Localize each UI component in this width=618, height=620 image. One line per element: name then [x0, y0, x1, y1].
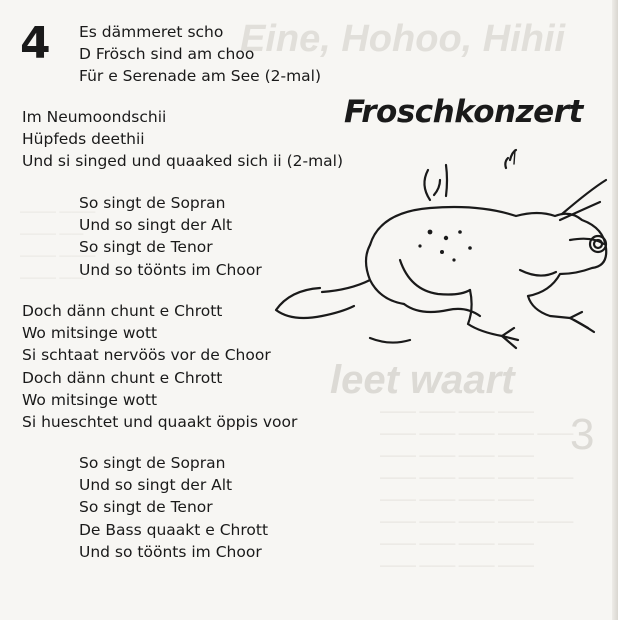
lyric-line: Wo mitsinge wott: [22, 390, 158, 409]
verse-3: [22, 300, 297, 433]
bleed-through-number: 3: [570, 410, 595, 459]
lyric-line: Hüpfeds deethii: [22, 130, 145, 149]
lyric-line: Im Neumoondschii: [22, 108, 167, 126]
lyric-line: Es dämmeret scho: [79, 23, 224, 41]
lyric-line: Und so töönts im Choor: [79, 260, 262, 279]
bleed-through-text: Eine, Hohoo, Hihii: [240, 18, 566, 60]
lyric-line: Doch dänn chunt e Chrott: [22, 302, 223, 320]
lyric-line: So singt de Tenor: [79, 498, 213, 517]
lyric-line: So singt de Sopran: [79, 454, 226, 472]
lyric-line: De Bass quaakt e Chrott: [79, 520, 269, 539]
lyric-line: Und so töönts im Choor: [79, 542, 262, 561]
lyric-line: Und so singt der Alt: [79, 216, 233, 235]
lyric-line: So singt de Sopran: [79, 194, 226, 212]
lyric-line: So singt de Tenor: [79, 238, 213, 257]
lyric-line: Und si singed und quaaked sich ii (2-mal): [22, 152, 344, 171]
frog-illustration-icon: [270, 140, 610, 355]
bleed-through-paragraph-left: ——— ——— ——— —— ——— ——— ——— ——: [20, 204, 96, 284]
lyric-line: Wo mitsinge wott: [22, 324, 158, 343]
refrain-1: [79, 192, 262, 281]
lyric-line: Doch dänn chunt e Chrott: [22, 368, 223, 387]
lyric-line: D Frösch sind am choo: [79, 45, 255, 64]
verse-1: [79, 21, 321, 88]
refrain-2: [79, 452, 268, 563]
lyric-line: Für e Serenade am See (2-mal): [79, 67, 322, 86]
lyric-line: Und so singt der Alt: [79, 476, 233, 495]
lyric-line: Si hueschtet und quaakt öppis voor: [22, 413, 298, 432]
bleed-through-heading: leet waart: [330, 358, 515, 402]
song-title: Froschkonzert: [344, 94, 583, 130]
song-number: 4: [20, 18, 51, 69]
bleed-through-paragraph: ——— ——— ——— ——— ——— ——— ——— ——— ——— ——— ——— ——— ——— ——— ——— ——— ——— ——— ——— ——— ——— ——— ——— ——— ——— ——— ——— ——— ——— ——— ——— ——— ——— ——— ———: [380, 404, 574, 572]
page-fold-shadow: [612, 0, 618, 620]
lyric-line: Si schtaat nervöös vor de Choor: [22, 346, 271, 365]
